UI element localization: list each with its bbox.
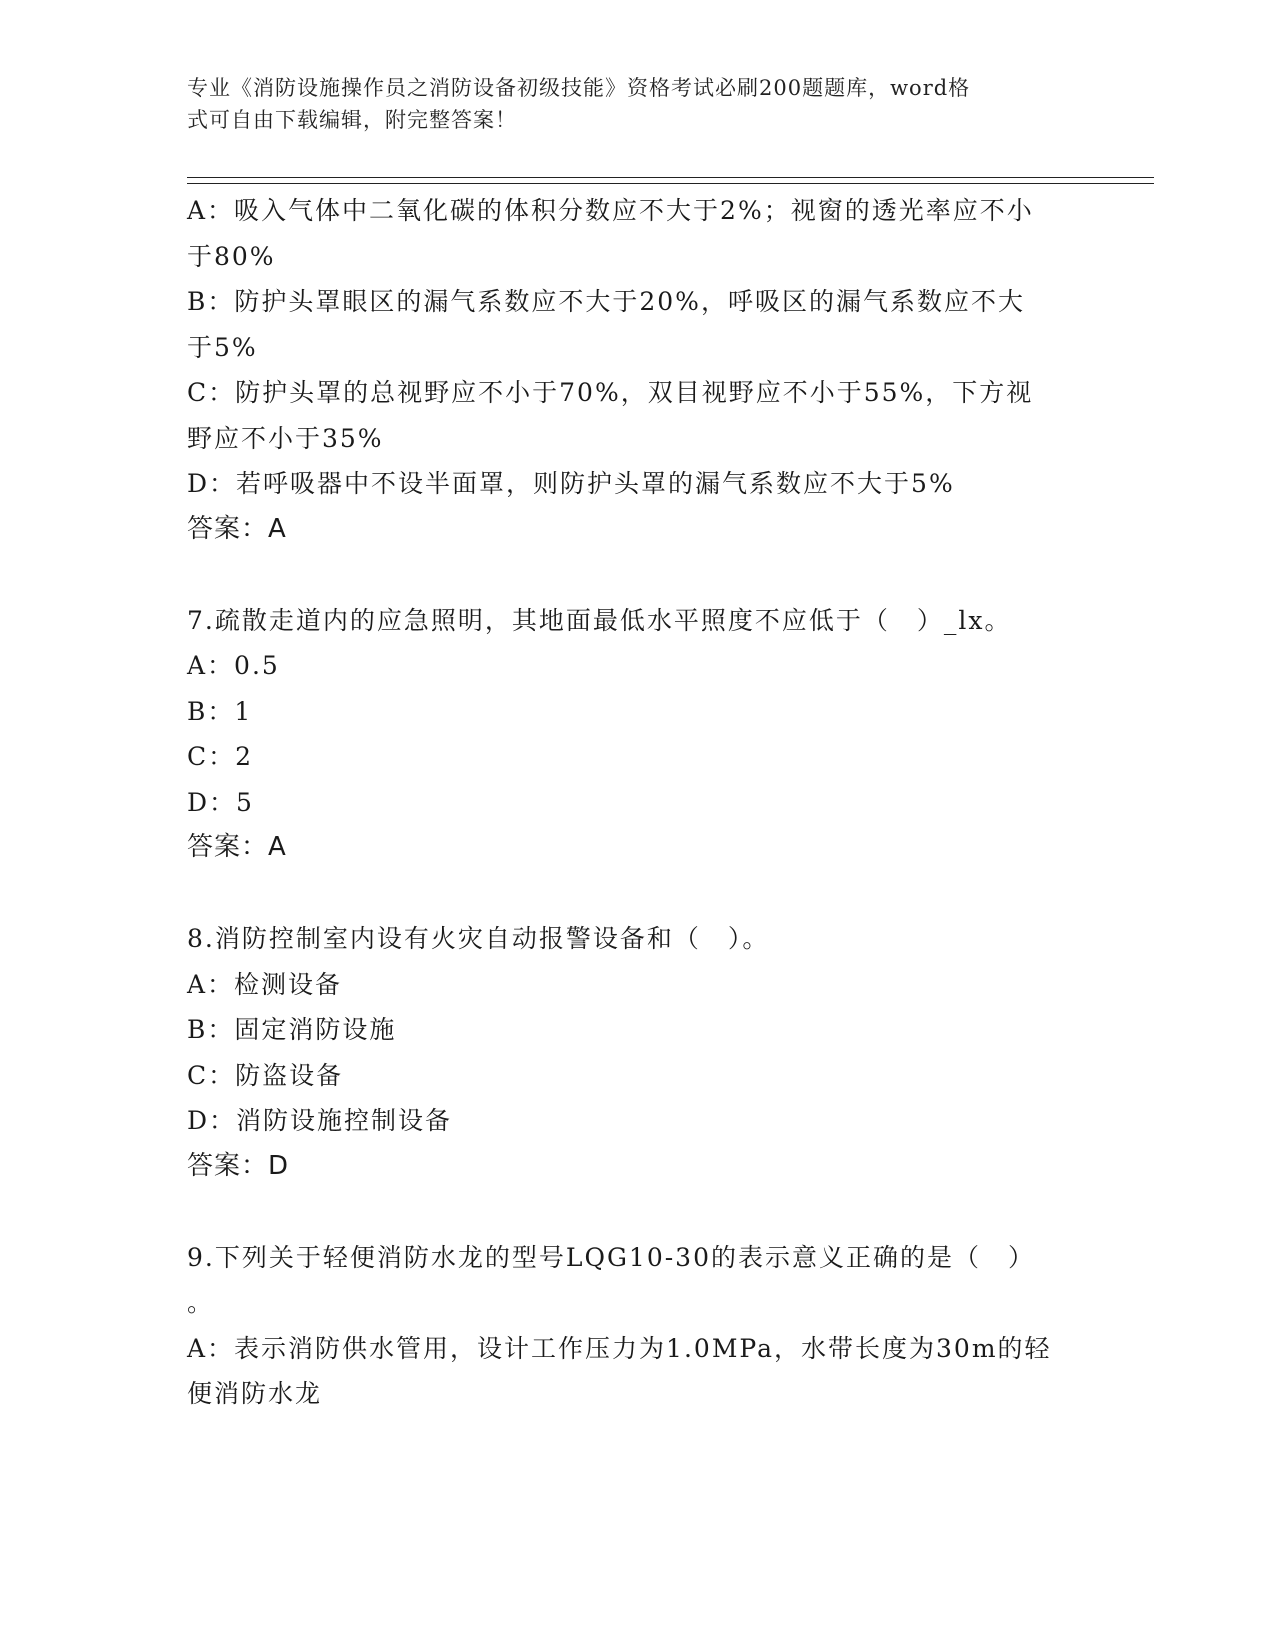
- option-a: A：表示消防供水管用，设计工作压力为1.0MPa，水带长度为30m的轻: [187, 1333, 1052, 1363]
- question-stem: 8.消防控制室内设有火灾自动报警设备和（ ）。: [187, 924, 770, 953]
- option-d: D：消防设施控制设备: [187, 1106, 453, 1135]
- option-b-continued: 于5%: [187, 332, 258, 362]
- question-stem: 9.下列关于轻便消防水龙的型号LQG10-30的表示意义正确的是（ ）: [187, 1242, 1035, 1272]
- option-d: D：5: [187, 787, 254, 817]
- document-header: [187, 72, 1067, 136]
- option-d: D：若呼吸器中不设半面罩，则防护头罩的漏气系数应不大于5%: [187, 469, 955, 498]
- header-divider-bottom: [187, 183, 1154, 184]
- option-c: C：2: [187, 742, 254, 771]
- option-b: B：1: [187, 696, 253, 726]
- option-a: A：吸入气体中二氧化碳的体积分数应不大于2%；视窗的透光率应不小: [187, 196, 1034, 225]
- answer: 答案：A: [187, 513, 287, 544]
- question-8: [187, 916, 1087, 1189]
- question-stem-continued: 。: [187, 1288, 215, 1317]
- answer: 答案：A: [187, 832, 287, 862]
- spacer: [187, 871, 1087, 917]
- question-7: [187, 598, 1087, 871]
- header-line-2: 式可自由下载编辑，附完整答案！: [187, 108, 517, 132]
- question-9: [187, 1235, 1087, 1417]
- option-a-continued: 便消防水龙: [187, 1379, 323, 1408]
- option-b: B：固定消防设施: [187, 1015, 397, 1044]
- option-c: C：防盗设备: [187, 1060, 344, 1090]
- option-b: B：防护头罩眼区的漏气系数应不大于20%，呼吸区的漏气系数应不大: [187, 287, 1025, 316]
- spacer: [187, 552, 1087, 598]
- question-list: [187, 188, 1087, 1417]
- spacer: [187, 1189, 1087, 1235]
- answer: 答案：D: [187, 1150, 290, 1181]
- header-line-1: 专业《消防设施操作员之消防设备初级技能》资格考试必刷200题题库，word格: [187, 76, 971, 100]
- option-a: A：检测设备: [187, 969, 343, 999]
- header-divider-top: [187, 177, 1154, 178]
- option-a: A：0.5: [187, 651, 280, 680]
- option-c: C：防护头罩的总视野应不小于70%，双目视野应不小于55%，下方视: [187, 378, 1034, 407]
- option-a-continued: 于80%: [187, 241, 276, 271]
- question-6: [187, 188, 1087, 552]
- option-c-continued: 野应不小于35%: [187, 423, 384, 453]
- question-stem: 7.疏散走道内的应急照明，其地面最低水平照度不应低于（ ）_lx。: [187, 605, 1012, 635]
